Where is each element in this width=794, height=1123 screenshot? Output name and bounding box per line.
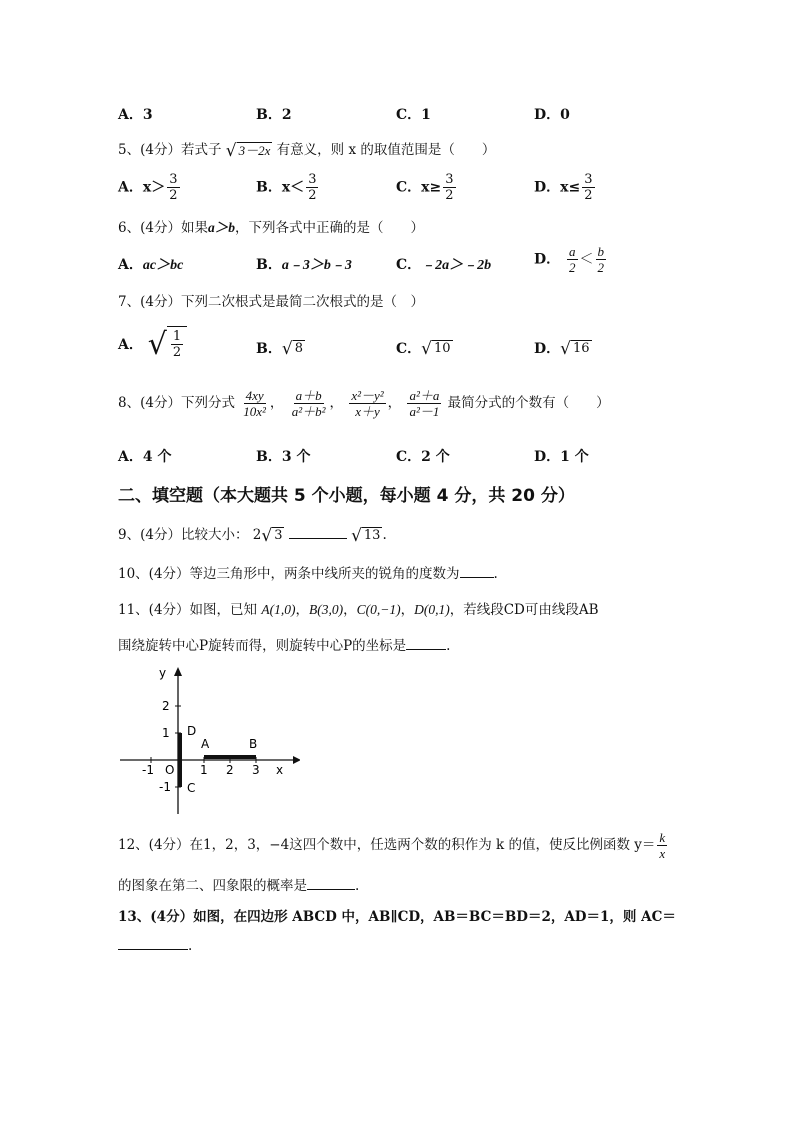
x-tick-label-2: 2: [226, 763, 234, 777]
q5-suffix: 有意义，则 x 的取值范围是（ ）: [276, 142, 496, 158]
question-12-line-1: 12、(4分）在1，2，3，−4这四个数中，任选两个数的积作为 k 的值，使反比例函数 y＝ $\frac{k}{x}$: [118, 830, 666, 861]
answer-blank-9[interactable]: [289, 538, 347, 539]
point-d-label: D: [187, 724, 197, 738]
q8-option-a: A．4 个: [118, 449, 172, 465]
answer-blank-13[interactable]: [118, 949, 188, 950]
answer-blank-12[interactable]: [307, 889, 355, 890]
q6-option-c: C．﹣2a＞﹣2b: [396, 257, 492, 273]
q5-radical: √ 3－2x: [225, 140, 271, 161]
origin-label: O: [165, 763, 175, 777]
q7-option-b: B． √ 8: [256, 339, 303, 359]
q6-option-b: B．a﹣3＞b﹣3: [256, 257, 352, 273]
x-axis-arrow: [293, 756, 300, 764]
q6-option-a: A．ac＞bc: [118, 257, 184, 273]
q5-option-c: C．x≥ $\frac{3}{2}$: [396, 172, 454, 203]
y-axis-label: y: [159, 666, 167, 680]
coordinate-figure: [115, 664, 300, 819]
question-12-line-2: 的图象在第二、四象限的概率是 .: [118, 878, 360, 894]
q8-option-d: D．1 个: [534, 449, 589, 465]
y-tick-label-neg1: -1: [159, 780, 171, 794]
point-c-label: C: [187, 781, 196, 795]
q8-option-b: B．3 个: [256, 449, 311, 465]
point-b-label: B: [249, 737, 258, 751]
q7-option-d: D． √ 16: [534, 339, 590, 359]
y-axis-arrow: [174, 667, 182, 676]
answer-blank-11[interactable]: [406, 649, 446, 650]
q4-option-a: A．3: [118, 107, 153, 123]
section-2-heading: 二、填空题（本大题共 5 个小题，每小题 4 分，共 20 分）: [118, 486, 575, 506]
question-7: 7、(4分）下列二次根式是最简二次根式的是（ ）: [118, 294, 424, 310]
point-a-label: A: [201, 737, 210, 751]
question-10: 10、(4分）等边三角形中，两条中线所夹的锐角的度数为 .: [118, 566, 498, 582]
q4-option-b: B．2: [256, 107, 292, 123]
q5-option-b: B．x＜ $\frac{3}{2}$: [256, 172, 317, 203]
y-tick-label-2: 2: [162, 699, 170, 713]
question-13-line-2: .: [118, 938, 192, 954]
question-11-line-1: 11、(4分）如图，已知 A(1,0)，B(3,0)，C(0,−1)，D(0,1)，若线段CD可由线段AB: [118, 602, 599, 618]
q8-option-c: C．2 个: [396, 449, 450, 465]
q5-option-a: A．x＞ $\frac{3}{2}$: [118, 172, 178, 203]
q7-option-c: C． √ 10: [396, 339, 451, 359]
answer-blank-10[interactable]: [460, 577, 494, 578]
q5-prefix: 5、(4分）若式子: [118, 142, 222, 158]
q7-option-a: A． √ $\frac{1}{2}$: [118, 326, 187, 364]
x-tick-label-1: 1: [200, 763, 208, 777]
q4-option-d: D．0: [534, 107, 570, 123]
question-6: 6、(4分）如果a＞b，下列各式中正确的是（ ）: [118, 220, 424, 236]
question-11-line-2: 围绕旋转中心P旋转而得，则旋转中心P的坐标是 .: [118, 638, 451, 654]
question-9: 9、(4分）比较大小： 2 √ 3 √ 13 .: [118, 525, 387, 546]
question-8: 8、(4分）下列分式 $\frac{4xy}{\text{10x²}}$ ， $\frac{a+b}{\text{a²＋b²}}$ ， $\frac{\text{x²－y²}}{x+y}$ ， $\frac{\text{a²＋a}}{\text{a²－1}}$ 最简分式的个数有（ ）: [118, 388, 610, 419]
x-axis-label: x: [276, 763, 284, 777]
y-tick-label-1: 1: [162, 726, 170, 740]
q6-option-d: D． $\frac{a}{2}$ ＜ $\frac{b}{2}$: [534, 244, 605, 275]
q5-option-d: D．x≤ $\frac{3}{2}$: [534, 172, 593, 203]
question-5: [118, 138, 495, 160]
x-tick-label-3: 3: [252, 763, 260, 777]
x-tick-label-neg1: -1: [142, 763, 154, 777]
q4-option-c: C．1: [396, 107, 431, 123]
question-13-line-1: 13、(4分）如图，在四边形 ABCD 中，AB∥CD，AB＝BC＝BD＝2，AD＝1，则 AC＝: [118, 909, 676, 925]
